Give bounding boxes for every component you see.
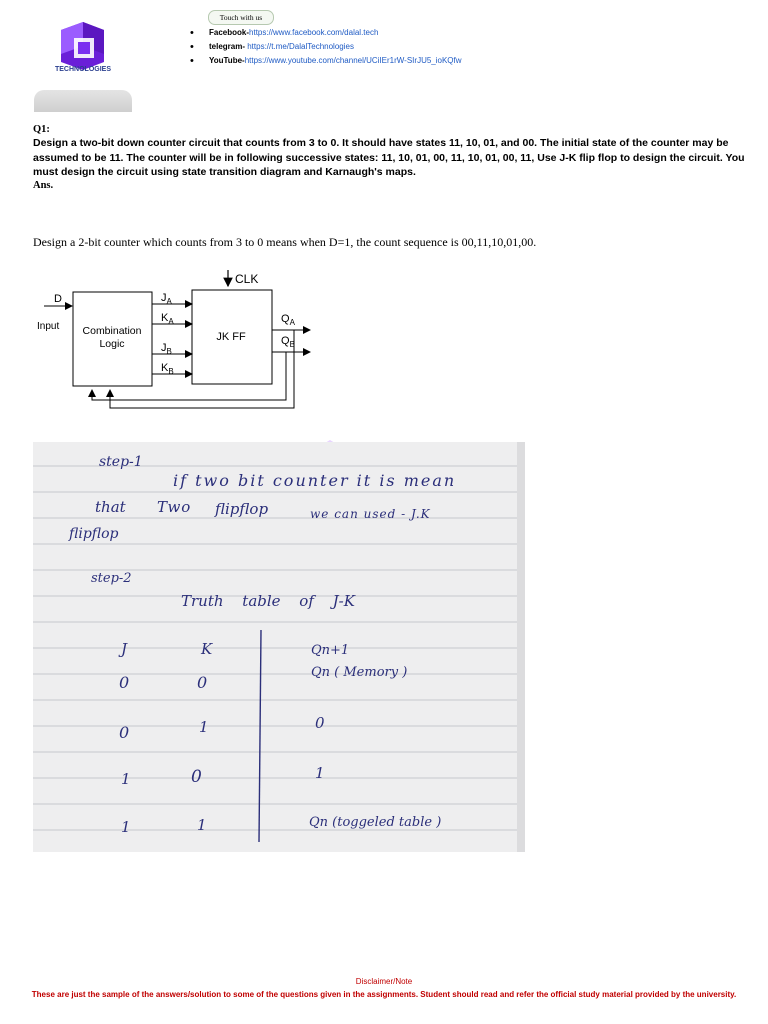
row2-j: 0 — [119, 723, 130, 742]
col-j: J — [121, 640, 128, 658]
row1-q: Qn ( Memory ) — [311, 665, 408, 680]
note-that: that — [95, 498, 126, 516]
design-statement: Design a 2-bit counter which counts from 3 to 0 means when D=1, the count sequence is 00,11,10,01,00. — [33, 235, 537, 249]
note-line-1: if two bit counter it is mean — [173, 471, 457, 490]
row4-k: 1 — [197, 816, 207, 834]
note-flipflop-2: flipflop — [69, 526, 119, 542]
logic-label: Logic — [99, 338, 125, 350]
social-links — [190, 26, 462, 68]
logo-cube-icon — [34, 8, 132, 88]
note-two: Two — [157, 498, 192, 516]
ka-label: $K_A$ — [161, 312, 174, 326]
telegram-label: telegram- — [209, 42, 248, 51]
telegram-link-item[interactable] — [190, 40, 462, 54]
note-flipflop: flipflop — [215, 500, 269, 518]
handwritten-notes-photo — [33, 442, 525, 852]
row4-j: 1 — [121, 818, 131, 836]
jb-label: $J_B$ — [161, 342, 172, 356]
disclaimer-text: These are just the sample of the answers/solution to some of the questions given in the assignments. Student should read and refer the official study material provided by the university. — [31, 990, 737, 999]
ja-label: $J_A$ — [161, 292, 172, 306]
touch-with-us-label: Touch with us — [208, 10, 274, 25]
youtube-link-item[interactable] — [190, 54, 462, 68]
telegram-url[interactable]: https://t.me/DalalTechnologies — [247, 42, 354, 51]
d-label: D — [54, 293, 62, 305]
facebook-label: Facebook- — [209, 28, 250, 37]
row2-k: 1 — [199, 718, 209, 736]
qa-label: $Q_A$ — [281, 313, 295, 327]
logo-text: TECHNOLOGIES — [54, 66, 111, 73]
youtube-label: YouTube- — [209, 56, 245, 65]
row2-q: 0 — [315, 714, 325, 732]
row3-q: 1 — [315, 764, 325, 782]
row4-q: Qn (toggeled table ) — [309, 815, 442, 830]
facebook-link-item[interactable] — [190, 26, 462, 40]
facebook-url[interactable]: https://www.facebook.com/dalal.tech — [249, 28, 379, 37]
step2-label: step-2 — [91, 571, 132, 586]
row3-k: 0 — [191, 767, 202, 787]
clk-label: CLK — [235, 272, 259, 286]
counter-block-diagram — [30, 264, 330, 424]
disclaimer-title: Disclaimer/Note — [355, 977, 413, 986]
row3-j: 1 — [121, 770, 131, 788]
truth-table-title: Truth table of J-K — [181, 592, 355, 610]
note-we-can-used: we can used - J.K — [310, 507, 431, 521]
step1-label: step-1 — [99, 454, 143, 470]
question-text: Design a two-bit down counter circuit that counts from 3 to 0. It should have states 11, 10, 01, and 00. The initial state of the counter may be assumed to be 11. The counter will be in following successive states: 11, 10, 01, 00, 11, 10, 01, 00, 11, Use J-K flip flop to design the circuit. You must design the circuit using state transition diagram and Karnaugh's maps. — [33, 137, 745, 178]
jkff-label: JK FF — [216, 331, 246, 343]
col-k: K — [201, 640, 213, 658]
question-label: Q1: — [33, 124, 50, 135]
answer-label: Ans. — [33, 180, 54, 191]
row1-k: 0 — [197, 673, 208, 692]
qb-label: $Q_B$ — [281, 335, 295, 349]
input-label: Input — [37, 321, 60, 332]
row1-j: 0 — [119, 673, 130, 692]
kb-label: $K_B$ — [161, 362, 174, 376]
col-qn1: Qn+1 — [311, 643, 350, 658]
logo-shadow — [34, 90, 132, 112]
youtube-url[interactable]: https://www.youtube.com/channel/UCiIEr1rW-SIrJU5_ioKQfw — [244, 56, 462, 65]
combination-label: Combination — [82, 325, 142, 337]
